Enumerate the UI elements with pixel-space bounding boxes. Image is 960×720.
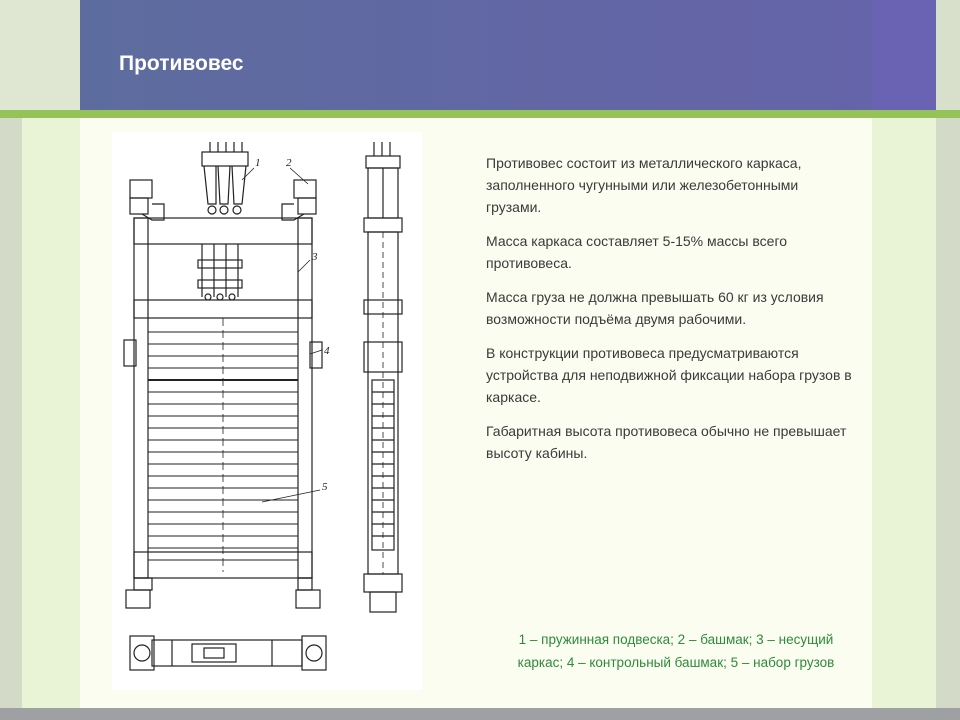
side-view xyxy=(364,142,402,612)
shoe-bottom-left xyxy=(126,578,152,608)
callout-5: 5 xyxy=(322,481,328,493)
slide-title: Противовес xyxy=(119,52,244,75)
figure-caption xyxy=(486,628,866,674)
shoe-bottom-right xyxy=(296,578,320,608)
counterweight-technical-drawing xyxy=(112,132,422,690)
counterweight-drawing xyxy=(112,132,422,690)
plan-view xyxy=(130,636,326,670)
suspension-rods xyxy=(198,244,242,300)
paragraph-fixation: В конструкции противовеса предусматриваются устройства для неподвижной фиксации набора грузов в каркасе. xyxy=(486,345,852,405)
callout-2: 2 xyxy=(286,157,292,169)
paragraph-frame-mass: Масса каркаса составляет 5-15% массы всего противовеса. xyxy=(486,233,788,271)
paragraph-frame: Противовес состоит из металлического каркаса, заполненного чугунными или железобетонными грузами. xyxy=(486,155,802,215)
accent-bar xyxy=(0,110,960,118)
shoe-top-left xyxy=(130,180,164,220)
callout-3: 3 xyxy=(312,251,318,263)
description-text xyxy=(486,152,856,476)
header-left-panel xyxy=(0,0,80,110)
caption-line-1: 1 – пружинная подвеска; 2 – башмак; 3 – несущий xyxy=(518,632,834,647)
bottom-bar xyxy=(0,708,960,720)
caption-line-2: каркас; 4 – контрольный башмак; 5 – набор грузов xyxy=(517,655,835,670)
shoe-top-right xyxy=(282,180,316,220)
header-right-strip xyxy=(936,0,960,110)
paragraph-height: Габаритная высота противовеса обычно не превышает высоту кабины. xyxy=(486,423,847,461)
callout-1: 1 xyxy=(255,157,261,169)
spring-suspension xyxy=(202,142,248,214)
paragraph-weight-mass: Масса груза не должна превышать 60 кг из условия возможности подъёма двумя рабочими. xyxy=(486,289,824,327)
callout-4: 4 xyxy=(324,345,330,357)
